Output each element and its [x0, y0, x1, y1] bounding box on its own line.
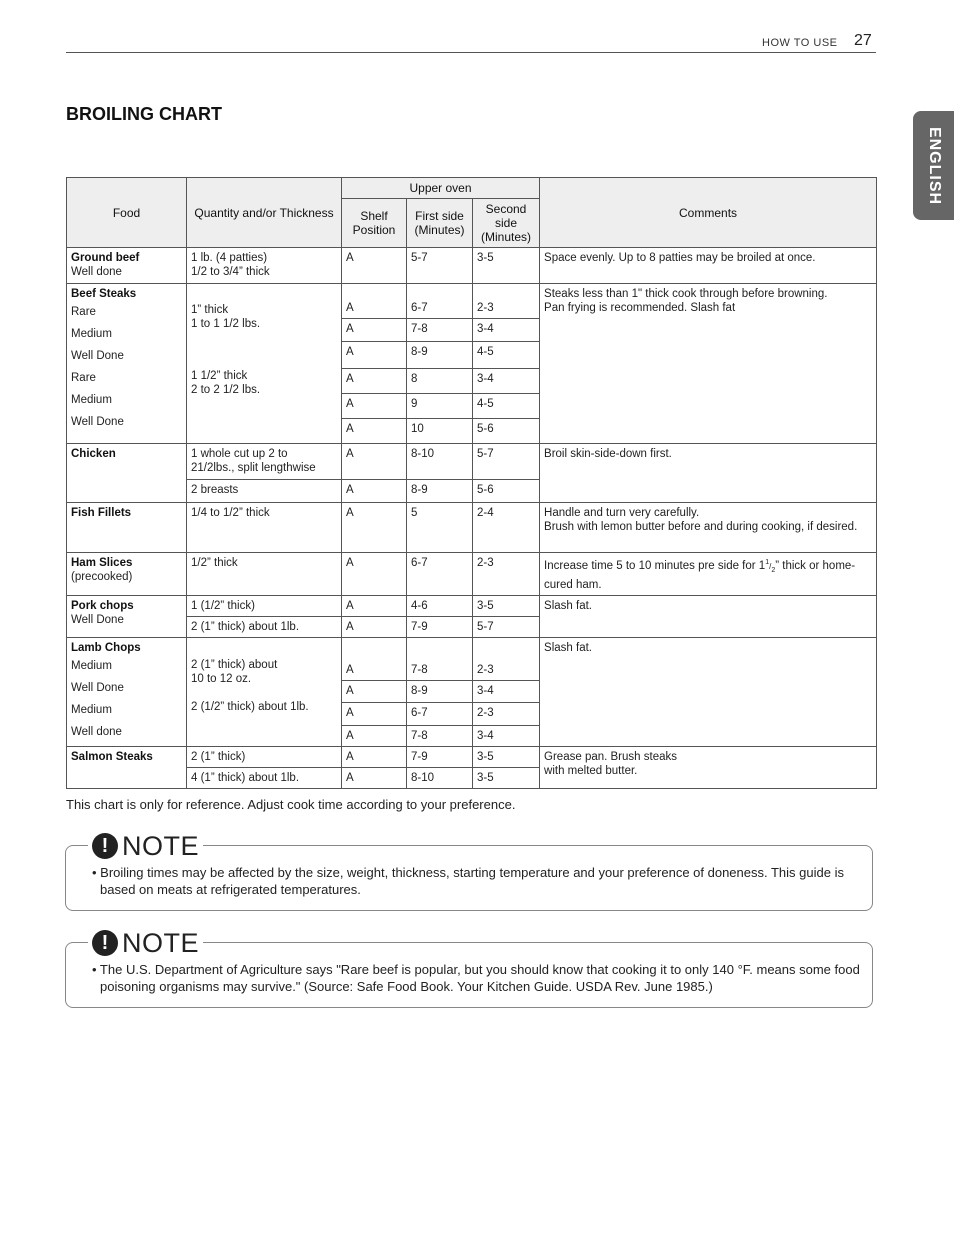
table-row: [67, 596, 877, 617]
first-side-cell: 4-6: [407, 596, 473, 617]
food-name: Lamb Chops: [71, 642, 141, 655]
comment-cell: [540, 503, 877, 553]
doneness-level: Medium: [71, 704, 112, 717]
col-header-food: Food: [67, 178, 187, 248]
shelf-cell: A: [342, 480, 407, 503]
first-side-cell: 8-9: [407, 480, 473, 503]
second-side-cell: 5-7: [473, 444, 540, 480]
quantity-cell: [187, 248, 342, 284]
quantity-cell: 1/4 to 1/2” thick: [187, 503, 342, 553]
first-side-cell: 8-9: [407, 681, 473, 703]
note-title: NOTE: [122, 928, 200, 958]
table-row: [67, 638, 877, 681]
first-side-cell: 8: [407, 369, 473, 394]
page-title: BROILING CHART: [66, 104, 222, 124]
quantity-cell: 2 breasts: [187, 480, 342, 503]
shelf-cell: A: [342, 248, 407, 284]
shelf-cell: A: [342, 369, 407, 394]
second-side-cell: 5-7: [473, 617, 540, 638]
shelf-cell: A: [342, 702, 407, 725]
shelf-cell: A: [342, 503, 407, 553]
food-name: Pork chops: [71, 600, 134, 613]
first-side-cell: 7-8: [407, 319, 473, 342]
second-side-cell: 4-5: [473, 342, 540, 369]
note-text: • The U.S. Department of Agriculture says "Rare beef is popular, but you should know that cooking it to only 140 °F. means some food poisoning organisms may survive." (Source: Safe Food Book. Your Kitchen Guide. USDA Rev. June 1985.): [92, 962, 860, 994]
col-header-first-side: First side (Minutes): [407, 199, 473, 248]
comment-cell: Space evenly. Up to 8 patties may be broiled at once.: [540, 248, 877, 284]
first-side-cell: 5: [407, 503, 473, 553]
food-cell: [67, 284, 187, 444]
shelf-cell: A: [342, 725, 407, 747]
col-header-shelf: Shelf Position: [342, 199, 407, 248]
quantity-line: 2 to 2 1/2 lbs.: [191, 384, 261, 396]
header-divider: [66, 52, 876, 53]
quantity-line: 1 whole cut up 2 to: [191, 448, 288, 460]
table-row: [67, 747, 877, 768]
first-side-cell: 8-10: [407, 444, 473, 480]
doneness-level: Medium: [71, 328, 112, 340]
table-row: [67, 503, 877, 553]
second-side-cell: 3-5: [473, 596, 540, 617]
quantity-cell: 2 (1” thick) about 1lb.: [187, 617, 342, 638]
first-side-cell: 10: [407, 419, 473, 444]
food-cell: [67, 553, 187, 596]
language-tab-label: ENGLISH: [925, 126, 943, 205]
comment-text: Increase time 5 to 10 minutes pre side for 1: [544, 559, 766, 572]
col-header-quantity: Quantity and/or Thickness: [187, 178, 342, 248]
food-name: Chicken: [71, 448, 116, 460]
food-cell: [67, 638, 187, 747]
second-side-cell: 3-4: [473, 369, 540, 394]
quantity-cell: 1 (1/2” thick): [187, 596, 342, 617]
shelf-cell: A: [342, 553, 407, 596]
note-title: NOTE: [122, 831, 200, 861]
quantity-line: 1/2 to 3/4” thick: [191, 266, 270, 278]
first-side-cell: 9: [407, 394, 473, 419]
quantity-line: 1” thick: [191, 304, 229, 316]
quantity-line: 2 (1/2” thick) about 1lb.: [191, 701, 309, 714]
food-name: Fish Fillets: [71, 507, 132, 519]
shelf-cell: A: [342, 419, 407, 444]
first-side-cell: 7-8: [407, 725, 473, 747]
food-sub: Well Done: [71, 614, 124, 627]
food-name: Beef Steaks: [71, 288, 137, 300]
page-number: 27: [854, 32, 872, 49]
quantity-cell: 4 (1” thick) about 1lb.: [187, 768, 342, 789]
comment-text: ” thick or home-cured ham.: [544, 559, 856, 592]
doneness-level: Well Done: [71, 682, 124, 695]
fraction-numerator: 1: [765, 559, 770, 566]
first-side-cell: 8-9: [407, 342, 473, 369]
quantity-cell: [187, 444, 342, 480]
doneness-level: Rare: [71, 372, 96, 384]
first-side-cell: 7-8: [407, 638, 473, 681]
shelf-cell: A: [342, 444, 407, 480]
table-row: [67, 553, 877, 596]
food-name: Ground beef: [71, 252, 140, 264]
quantity-cell: [187, 638, 342, 747]
note-heading: [88, 929, 203, 957]
first-side-cell: 8-10: [407, 768, 473, 789]
broiling-chart-table: [66, 177, 877, 789]
comment-cell: [540, 284, 877, 444]
food-sub: (precooked): [71, 571, 133, 583]
quantity-line: 1 lb. (4 patties): [191, 252, 268, 264]
language-tab: [913, 111, 954, 220]
first-side-cell: 7-9: [407, 747, 473, 768]
comment-line: Steaks less than 1" thick cook through before browning.: [544, 288, 828, 300]
doneness-level: Well Done: [71, 416, 124, 428]
shelf-cell: A: [342, 342, 407, 369]
quantity-line: 21/2lbs., split lengthwise: [191, 462, 316, 474]
shelf-cell: A: [342, 596, 407, 617]
doneness-level: Well done: [71, 726, 122, 739]
reference-text: This chart is only for reference. Adjust cook time according to your preference.: [66, 797, 516, 812]
quantity-cell: [187, 284, 342, 444]
second-side-cell: 3-4: [473, 725, 540, 747]
note-heading: [88, 832, 203, 860]
quantity-line: 1 to 1 1/2 lbs.: [191, 318, 261, 330]
food-sub: Well done: [71, 266, 122, 278]
second-side-cell: 2-3: [473, 284, 540, 319]
table-row: [67, 248, 877, 284]
doneness-level: Medium: [71, 394, 112, 406]
shelf-cell: A: [342, 747, 407, 768]
comment-cell: [540, 553, 877, 596]
first-side-cell: 6-7: [407, 702, 473, 725]
food-name: Ham Slices: [71, 557, 133, 569]
comment-line: Grease pan. Brush steaks: [544, 751, 677, 764]
second-side-cell: 3-4: [473, 681, 540, 703]
food-name: Salmon Steaks: [71, 751, 153, 764]
quantity-line: 10 to 12 oz.: [191, 673, 252, 686]
food-cell: [67, 747, 187, 789]
quantity-line: 2 (1” thick) about: [191, 659, 278, 672]
comment-line: Handle and turn very carefully.: [544, 507, 700, 519]
comment-line: Pan frying is recommended. Slash fat: [544, 302, 736, 314]
comment-cell: Slash fat.: [540, 596, 877, 638]
second-side-cell: 5-6: [473, 480, 540, 503]
shelf-cell: A: [342, 394, 407, 419]
first-side-cell: 7-9: [407, 617, 473, 638]
shelf-cell: A: [342, 768, 407, 789]
note-box: [65, 831, 873, 911]
food-cell: [67, 596, 187, 638]
second-side-cell: 2-3: [473, 553, 540, 596]
doneness-level: Well Done: [71, 350, 124, 362]
shelf-cell: A: [342, 638, 407, 681]
second-side-cell: 2-3: [473, 638, 540, 681]
shelf-cell: A: [342, 284, 407, 319]
second-side-cell: 5-6: [473, 419, 540, 444]
comment-cell: Slash fat.: [540, 638, 877, 747]
food-cell: [67, 503, 187, 553]
first-side-cell: 6-7: [407, 553, 473, 596]
second-side-cell: 3-5: [473, 248, 540, 284]
col-header-comments: Comments: [540, 178, 877, 248]
first-side-cell: 6-7: [407, 284, 473, 319]
second-side-cell: 3-5: [473, 747, 540, 768]
second-side-cell: 4-5: [473, 394, 540, 419]
shelf-cell: A: [342, 319, 407, 342]
quantity-line: 1 1/2” thick: [191, 370, 248, 382]
comment-cell: Broil skin-side-down first.: [540, 444, 877, 503]
header-section-label: HOW TO USE: [762, 37, 838, 49]
exclamation-icon: !: [92, 930, 118, 956]
food-cell: [67, 248, 187, 284]
shelf-cell: A: [342, 681, 407, 703]
shelf-cell: A: [342, 617, 407, 638]
fraction-slash: /: [769, 561, 772, 571]
first-side-cell: 5-7: [407, 248, 473, 284]
fraction-denominator: 2: [771, 567, 776, 575]
col-header-second-side: Second side (Minutes): [473, 199, 540, 248]
note-box: [65, 928, 873, 1008]
quantity-cell: 1/2” thick: [187, 553, 342, 596]
second-side-cell: 3-4: [473, 319, 540, 342]
comment-cell: [540, 747, 877, 789]
col-header-upper-oven: Upper oven: [342, 178, 540, 199]
exclamation-icon: !: [92, 833, 118, 859]
table-row: [67, 284, 877, 319]
food-cell: [67, 444, 187, 503]
table-row: [67, 444, 877, 480]
comment-line: with melted butter.: [544, 765, 638, 778]
second-side-cell: 2-4: [473, 503, 540, 553]
comment-line: Brush with lemon butter before and during cooking, if desired.: [544, 521, 858, 533]
doneness-level: Medium: [71, 660, 112, 673]
note-text: • Broiling times may be affected by the size, weight, thickness, starting temperature and your preference of doneness. This guide is based on meats at refrigerated temperatures.: [92, 865, 844, 897]
second-side-cell: 2-3: [473, 702, 540, 725]
quantity-cell: 2 (1” thick): [187, 747, 342, 768]
second-side-cell: 3-5: [473, 768, 540, 789]
doneness-level: Rare: [71, 306, 96, 318]
